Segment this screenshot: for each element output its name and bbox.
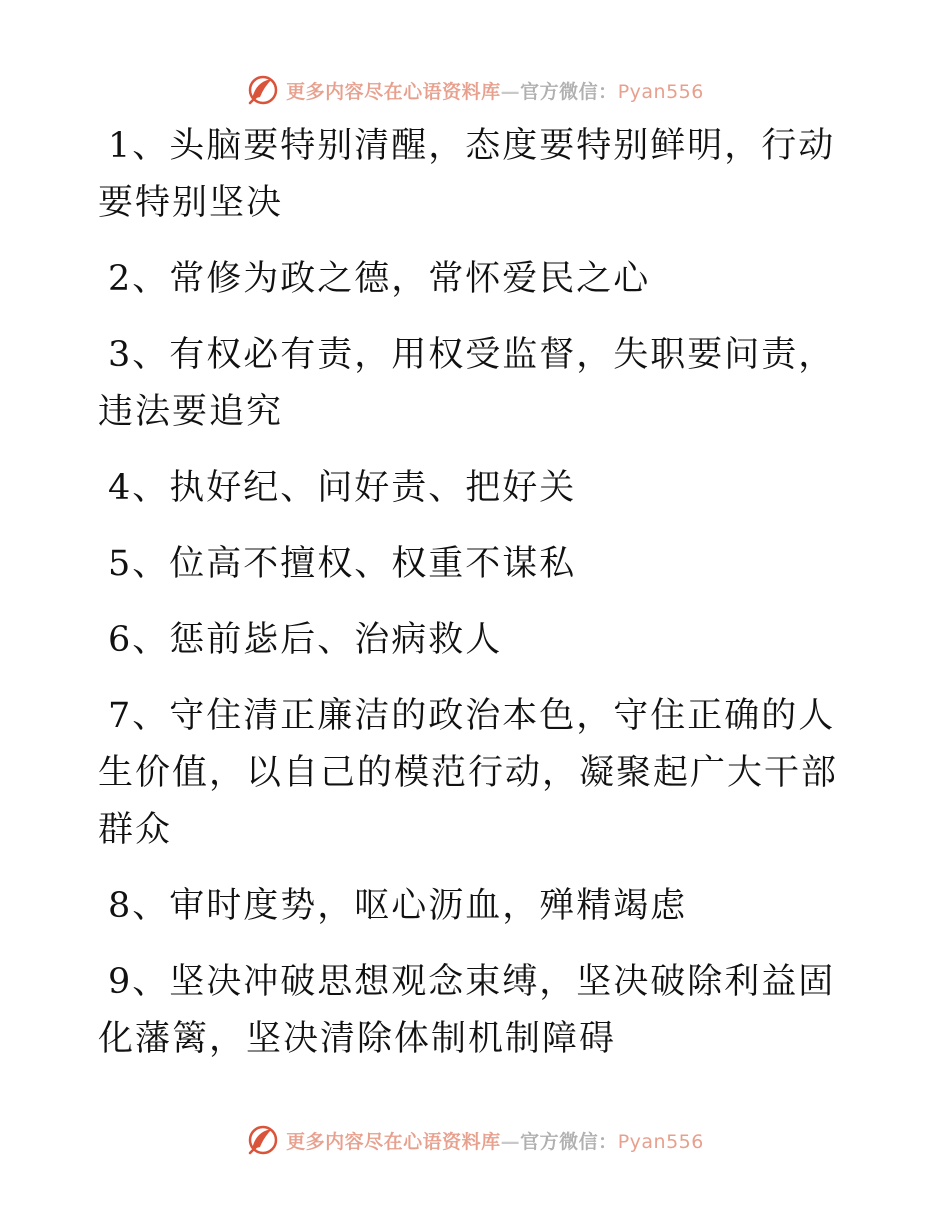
list-item: 8、审时度势，呕心沥血，殚精竭虑 — [108, 886, 688, 926]
header-banner-text — [286, 77, 704, 104]
header-banner — [0, 70, 950, 110]
header-banner-wechat: Pyan556 — [617, 80, 704, 103]
header-banner-dash: — — [500, 80, 521, 103]
pen-logo-icon — [246, 1123, 280, 1157]
header-banner-main: 更多内容尽在心语资料库 — [286, 80, 501, 103]
pen-logo-icon — [246, 73, 280, 107]
list-item: 5、位高不擅权、权重不谋私 — [108, 544, 577, 584]
list-item: 2、常修为政之德，常怀爱民之心 — [108, 259, 651, 299]
footer-banner-dash: — — [500, 1130, 521, 1153]
list-item: 9、坚决冲破思想观念束缚，坚决破除利益固化藩篱，坚决清除体制机制障碍 — [98, 962, 836, 1059]
header-banner-official: 官方微信： — [520, 80, 618, 103]
footer-banner — [0, 1120, 950, 1160]
footer-banner-official: 官方微信： — [520, 1130, 618, 1153]
header-banner-inner — [246, 73, 704, 107]
list-item: 4、执好纪、问好责、把好关 — [108, 468, 577, 508]
footer-banner-wechat: Pyan556 — [617, 1130, 704, 1153]
footer-banner-text — [286, 1127, 704, 1154]
document-body — [98, 118, 858, 1087]
footer-banner-inner — [246, 1123, 704, 1157]
list-item: 6、惩前毖后、治病救人 — [108, 620, 503, 660]
list-item: 1、头脑要特别清醒，态度要特别鲜明，行动要特别坚决 — [98, 126, 836, 223]
footer-banner-main: 更多内容尽在心语资料库 — [286, 1130, 501, 1153]
list-item: 7、守住清正廉洁的政治本色，守住正确的人生价值，以自己的模范行动，凝聚起广大干部群众 — [98, 696, 839, 850]
list-item: 3、有权必有责，用权受监督，失职要问责，违法要追究 — [98, 335, 836, 432]
